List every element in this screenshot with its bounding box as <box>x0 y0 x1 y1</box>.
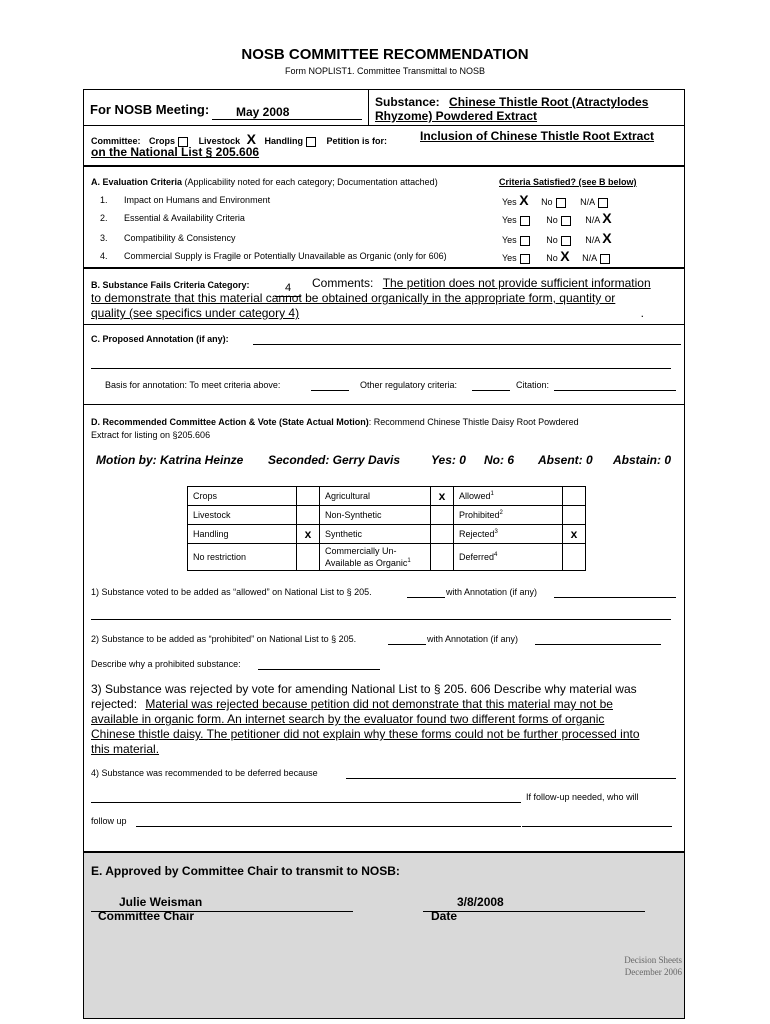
basis-label: Basis for annotation: To meet criteria above: <box>105 380 281 390</box>
fails-category-value: 4 <box>284 282 292 294</box>
type-check[interactable] <box>431 525 454 544</box>
allowed-annotation-line2[interactable] <box>91 619 671 620</box>
livestock-check-mark: X <box>246 131 256 147</box>
category-cell: Handling <box>188 525 297 544</box>
status-cell: Deferred$^4$ <box>454 544 563 571</box>
rejection-reason: this material. <box>91 742 160 756</box>
status-cell: Rejected$^3$ <box>454 525 563 544</box>
criteria-num: 1. <box>100 195 108 205</box>
rejection-reason: available in organic form. An internet search by the evaluator found two different forms of organic <box>91 712 605 726</box>
criteria-answer-row: Yes No X N/A <box>502 248 610 264</box>
outcome-allowed-annotation: with Annotation (if any) <box>446 587 538 597</box>
meeting-divider <box>368 89 369 125</box>
substance-name: Chinese Thistle Root (Atractylodes <box>449 95 649 109</box>
category-cell: No restriction <box>188 544 297 571</box>
category-check[interactable] <box>297 544 320 571</box>
other-criteria-label: Other regulatory criteria: <box>360 380 458 390</box>
annotation-field[interactable] <box>253 344 681 345</box>
followup-field[interactable] <box>136 826 521 827</box>
na-check-mark: X <box>602 230 612 246</box>
date-label: Date <box>431 909 458 923</box>
status-cell: Allowed$^1$ <box>454 487 563 506</box>
vote-no: No: 6 <box>484 453 514 467</box>
category-check[interactable]: x <box>297 525 320 544</box>
meeting-value: May 2008 <box>236 105 290 119</box>
criteria-num: 2. <box>100 213 108 223</box>
type-cell: Agricultural <box>320 487 431 506</box>
section-b-label: B. Substance Fails Criteria Category: <box>91 280 250 290</box>
status-check[interactable] <box>563 544 586 571</box>
divider <box>83 404 685 405</box>
status-check[interactable] <box>563 487 586 506</box>
table-row <box>188 506 586 525</box>
section-d-heading: D. Recommended Committee Action & Vote (State Actual Motion): Recommend Chinese Thistle Daisy Root Powdered <box>91 417 579 427</box>
yes-check-mark: X <box>519 192 529 208</box>
section-b-comments <box>312 276 651 290</box>
vote-absent: Absent: 0 <box>538 453 593 467</box>
citation-label: Citation: <box>516 380 550 390</box>
type-cell: Synthetic <box>320 525 431 544</box>
citation-field[interactable] <box>554 390 676 391</box>
yes-checkbox[interactable] <box>520 254 530 264</box>
petition-value: Inclusion of Chinese Thistle Root Extract <box>420 129 655 143</box>
deferred-reason-line2[interactable] <box>91 802 521 803</box>
divider <box>83 324 685 325</box>
no-checkbox[interactable] <box>561 216 571 226</box>
criteria-text: Compatibility & Consistency <box>124 233 236 243</box>
type-check[interactable] <box>431 544 454 571</box>
criteria-satisfied-heading: Criteria Satisfied? (see B below) <box>499 177 637 187</box>
comments-label: Comments: <box>312 276 374 290</box>
chair-label: Committee Chair <box>98 909 195 923</box>
form-title: NOSB COMMITTEE RECOMMENDATION <box>241 46 529 63</box>
meeting-value-line <box>212 103 362 120</box>
approval-date: 3/8/2008 <box>457 895 504 909</box>
criteria-answer-row: Yes X No N/A <box>502 192 608 208</box>
followup-who-field[interactable] <box>522 826 672 827</box>
status-check[interactable] <box>563 506 586 525</box>
divider <box>83 165 685 167</box>
type-check[interactable] <box>431 506 454 525</box>
criteria-num: 4. <box>100 251 108 261</box>
other-criteria-field[interactable] <box>472 390 510 391</box>
section-e-heading: E. Approved by Committee Chair to transmit to NOSB: <box>91 864 400 878</box>
outcome-rejected: 3) Substance was rejected by vote for amending National List to § 205. 606 Describe why material was <box>91 682 637 696</box>
category-check[interactable] <box>297 487 320 506</box>
committee-row: Committee: Crops Livestock X Handling Petition is for: <box>91 131 387 147</box>
vote-yes: Yes: 0 <box>431 453 466 467</box>
table-row <box>188 544 586 571</box>
followup-label: follow up <box>91 816 127 826</box>
deferred-reason-field[interactable] <box>346 778 676 779</box>
criteria-num: 3. <box>100 233 108 243</box>
no-check-mark: X <box>560 248 570 264</box>
petition-value-cont: on the National List § 205.606 <box>91 145 260 159</box>
substance-label: Substance: Chinese Thistle Root (Atractylodes <box>375 95 649 109</box>
meeting-label: For NOSB Meeting: <box>90 102 210 117</box>
comments-text: quality (see specifics under category 4) . <box>91 306 644 320</box>
chair-name: Julie Weisman <box>119 895 203 909</box>
annotation-field-line2[interactable] <box>91 368 671 369</box>
seconded-by: Seconded: Gerry Davis <box>268 453 401 467</box>
allowed-section-field[interactable] <box>407 597 445 598</box>
vote-table <box>187 486 586 571</box>
status-cell: Prohibited$^2$ <box>454 506 563 525</box>
form-subtitle: Form NOPLIST1. Committee Transmittal to NOSB <box>284 66 486 76</box>
criteria-text: Commercial Supply is Fragile or Potentially Unavailable as Organic (only for 606) <box>124 251 447 261</box>
criteria-answer-row: Yes No N/A X <box>502 210 612 226</box>
section-c-label: C. Proposed Annotation (if any): <box>91 334 229 344</box>
prohibited-describe-field[interactable] <box>258 669 380 670</box>
basis-field[interactable] <box>311 390 349 391</box>
vote-abstain: Abstain: 0 <box>613 453 672 467</box>
prohibited-section-field[interactable] <box>388 644 426 645</box>
prohibited-describe-label: Describe why a prohibited substance: <box>91 659 241 669</box>
type-check[interactable]: x <box>431 487 454 506</box>
status-check[interactable]: x <box>563 525 586 544</box>
comments-text: to demonstrate that this material cannot be obtained organically in the appropriate form, quantity or <box>91 291 616 305</box>
handling-checkbox[interactable] <box>306 137 316 147</box>
divider <box>83 267 685 269</box>
category-cell: Livestock <box>188 506 297 525</box>
divider <box>83 125 685 126</box>
na-checkbox[interactable] <box>598 198 608 208</box>
criteria-answer-row: Yes No N/A X <box>502 230 612 246</box>
no-checkbox[interactable] <box>561 236 571 246</box>
table-row <box>188 487 586 506</box>
criteria-text: Impact on Humans and Environment <box>124 195 271 205</box>
rejection-reason: rejected: Material was rejected because petition did not demonstrate that this material may not be <box>91 697 613 711</box>
section-d-heading-cont: Extract for listing on §205.606 <box>91 430 211 440</box>
type-cell: Commercially Un- Available as Organic$^1$ <box>320 544 431 571</box>
category-cell: Crops <box>188 487 297 506</box>
outcome-allowed: 1) Substance voted to be added as “allowed” on National List to § 205. <box>91 587 372 597</box>
outcome-prohibited-annotation: with Annotation (if any) <box>427 634 519 644</box>
section-a-heading: A. Evaluation Criteria (Applicability noted for each category; Documentation attached) <box>91 177 438 187</box>
substance-name-line2: Rhyzome) Powdered Extract <box>375 109 538 123</box>
outcome-deferred: 4) Substance was recommended to be deferred because <box>91 768 318 778</box>
rejection-reason: Chinese thistle daisy. The petitioner did not explain why these forms could not be further processed into <box>91 727 640 741</box>
type-cell: Non-Synthetic <box>320 506 431 525</box>
allowed-annotation-field[interactable] <box>554 597 676 598</box>
followup-needed-label: If follow-up needed, who will <box>526 792 639 802</box>
comments-text: The petition does not provide sufficient information <box>382 276 651 290</box>
motion-by: Motion by: Katrina Heinze <box>96 453 244 467</box>
na-checkbox[interactable] <box>600 254 610 264</box>
footer-note: Decision Sheets December 2006 <box>624 955 682 977</box>
category-check[interactable] <box>297 506 320 525</box>
no-checkbox[interactable] <box>556 198 566 208</box>
table-row <box>188 525 586 544</box>
criteria-text: Essential & Availability Criteria <box>124 213 245 223</box>
prohibited-annotation-field[interactable] <box>535 644 661 645</box>
outcome-prohibited: 2) Substance to be added as “prohibited” on National List to § 205. <box>91 634 357 644</box>
na-check-mark: X <box>602 210 612 226</box>
yes-checkbox[interactable] <box>520 216 530 226</box>
yes-checkbox[interactable] <box>520 236 530 246</box>
